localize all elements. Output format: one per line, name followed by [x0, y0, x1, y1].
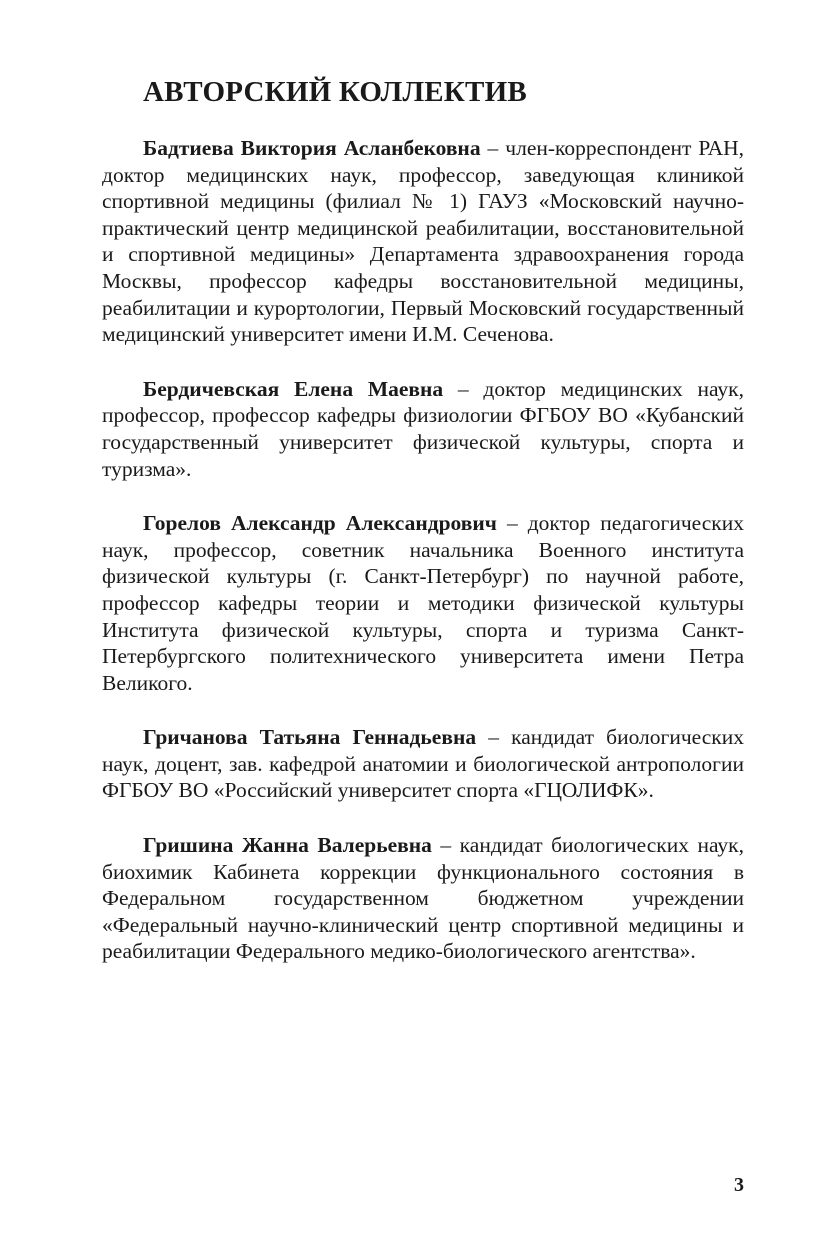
author-name: Бердичевская Елена Маевна	[143, 376, 444, 401]
author-description: – кандидат биологических наук, доцент, зав. кафедрой анатомии и биологической антропологии ФГБОУ ВО «Российский университет спорта «ГЦОЛИФК».	[102, 725, 744, 803]
author-name: Бадтиева Виктория Асланбековна	[143, 136, 481, 160]
author-description: – член-корреспондент РАН, доктор медицинских наук, профессор, заведующая клиникой спортивной медицины (филиал № 1) ГАУЗ «Московский научно-практический центр медицинской реабилитации, восстановительной и спортивной медицины» Департамента здравоохранения города Москвы, профессор кафедры восстановительной медицины, реабилитации и курортологии, Первый Московский государственный медицинский университет имени И.М. Сеченова.	[102, 136, 744, 347]
author-name: Гричанова Татьяна Геннадьевна	[143, 725, 477, 750]
author-entry-badtieva	[102, 135, 744, 348]
author-entry-gorelov	[102, 510, 744, 696]
author-entry-berdichevskaya	[102, 376, 744, 482]
page-number: 3	[734, 1174, 744, 1196]
author-name: Гришина Жанна Валерьевна	[143, 833, 432, 858]
author-description: – кандидат биологических наук, биохимик Кабинета коррекции функционального состояния в Федеральном государственном бюджетном учреждении «Федеральный научно-клинический центр спортивной медицины и реабилитации Федерального медико-биологического агентства».	[102, 833, 744, 964]
author-name: Горелов Александр Александрович	[143, 511, 497, 536]
page-title: АВТОРСКИЙ КОЛЛЕКТИВ	[143, 76, 527, 108]
author-entry-grichanova	[102, 724, 744, 804]
author-description: – доктор медицинских наук, профессор, профессор кафедры физиологии ФГБОУ ВО «Кубанский государственный университет физической культуры, спорта и туризма».	[102, 376, 744, 481]
author-description: – доктор педагогических наук, профессор, советник начальника Военного института физической культуры (г. Санкт-Петербург) по научной работе, профессор кафедры теории и методики физической культуры Института физической культуры, спорта и туризма Санкт-Петербургского политехнического университета имени Петра Великого.	[102, 511, 744, 695]
author-entry-grishina	[102, 832, 744, 965]
author-list	[102, 135, 744, 993]
